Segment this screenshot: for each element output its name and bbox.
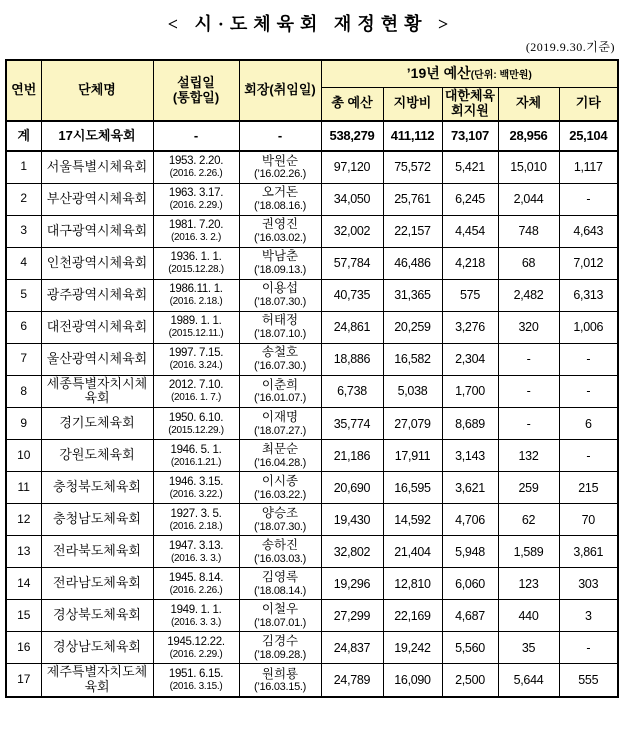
etc-fund: - xyxy=(559,632,618,664)
founded-date: 1946. 5. 1. xyxy=(170,443,222,456)
row-number: 2 xyxy=(6,183,41,215)
ksoc-support: 1,700 xyxy=(442,375,498,408)
president-cell xyxy=(239,536,321,568)
ksoc-support: 5,560 xyxy=(442,632,498,664)
etc-fund: - xyxy=(559,183,618,215)
president-name: 오거돈 xyxy=(261,185,299,200)
etc-fund: 4,643 xyxy=(559,215,618,247)
founded-date: 1953. 2.20. xyxy=(168,154,224,167)
table-row xyxy=(6,632,618,664)
president-name: 이용섭 xyxy=(261,281,299,296)
table-row xyxy=(6,504,618,536)
inauguration-date: (’18.07.01.) xyxy=(253,616,307,629)
table-row xyxy=(6,247,618,279)
total-budget: 35,774 xyxy=(321,408,383,440)
local-fund: 16,090 xyxy=(383,664,442,697)
ksoc-support: 3,276 xyxy=(442,311,498,343)
local-fund: 31,365 xyxy=(383,279,442,311)
founded-date: 1981. 7.20. xyxy=(168,218,224,231)
total-budget: 97,120 xyxy=(321,151,383,183)
president-name: 이철우 xyxy=(261,602,299,617)
org-name: 울산광역시체육회 xyxy=(41,343,153,375)
merged-date: (2016. 3.22.) xyxy=(169,488,223,500)
founded-date-cell xyxy=(153,568,239,600)
total-budget: 21,186 xyxy=(321,440,383,472)
self-fund: 748 xyxy=(498,215,559,247)
org-name: 충청북도체육회 xyxy=(41,472,153,504)
etc-fund: 3 xyxy=(559,600,618,632)
org-name: 광주광역시체육회 xyxy=(41,279,153,311)
president-cell xyxy=(239,183,321,215)
org-name: 세종특별자치시체육회 xyxy=(41,375,153,408)
inauguration-date: (’18.07.10.) xyxy=(253,327,307,340)
president-name: 박남춘 xyxy=(261,249,299,264)
org-name: 대전광역시체육회 xyxy=(41,311,153,343)
founded-date-cell xyxy=(153,247,239,279)
merged-date: (2016. 2.26.) xyxy=(169,168,223,180)
ksoc-support: 4,687 xyxy=(442,600,498,632)
summary-president: - xyxy=(239,121,321,151)
org-name: 인천광역시체육회 xyxy=(41,247,153,279)
ksoc-support: 6,060 xyxy=(442,568,498,600)
founded-date-cell xyxy=(153,664,239,697)
inauguration-date: (’16.03.22.) xyxy=(253,488,307,501)
local-fund: 5,038 xyxy=(383,375,442,408)
local-fund: 17,911 xyxy=(383,440,442,472)
inauguration-date: (’18.08.16.) xyxy=(253,199,307,212)
merged-date: (2016. 2.29.) xyxy=(169,648,223,660)
merged-date: (2016. 1. 7.) xyxy=(170,392,222,404)
total-budget: 18,886 xyxy=(321,343,383,375)
ksoc-support: 575 xyxy=(442,279,498,311)
inauguration-date: (’16.01.07.) xyxy=(253,392,307,405)
as-of-date-note: (2019.9.30.기준) xyxy=(525,40,615,54)
table-row xyxy=(6,536,618,568)
merged-date: (2016. 3.24.) xyxy=(169,359,223,371)
inauguration-date: (’16.03.15.) xyxy=(253,681,307,694)
merged-date: (2016. 3. 3.) xyxy=(170,616,222,628)
local-fund: 16,582 xyxy=(383,343,442,375)
founded-date-cell xyxy=(153,311,239,343)
table-row xyxy=(6,408,618,440)
founded-date-cell xyxy=(153,343,239,375)
col-header-self-fund: 자체 xyxy=(498,87,559,121)
self-fund: 132 xyxy=(498,440,559,472)
total-budget: 40,735 xyxy=(321,279,383,311)
president-cell xyxy=(239,375,321,408)
total-budget: 19,296 xyxy=(321,568,383,600)
table-row xyxy=(6,440,618,472)
org-name: 전라북도체육회 xyxy=(41,536,153,568)
president-name: 원희룡 xyxy=(261,666,299,681)
ksoc-support: 4,218 xyxy=(442,247,498,279)
founded-date: 2012. 7.10. xyxy=(168,379,224,392)
total-budget: 6,738 xyxy=(321,375,383,408)
col-header-no: 연번 xyxy=(6,60,41,121)
org-name: 경기도체육회 xyxy=(41,408,153,440)
self-fund: 2,044 xyxy=(498,183,559,215)
local-fund: 19,242 xyxy=(383,632,442,664)
founded-date-cell xyxy=(153,375,239,408)
etc-fund: - xyxy=(559,375,618,408)
ksoc-support: 3,621 xyxy=(442,472,498,504)
founded-date: 1949. 1. 1. xyxy=(170,603,222,616)
summary-ksoc-support: 73,107 xyxy=(442,121,498,151)
founded-date: 1986.11. 1. xyxy=(169,282,223,295)
col-header-local-fund: 지방비 xyxy=(383,87,442,121)
self-fund: 35 xyxy=(498,632,559,664)
president-name: 송하진 xyxy=(261,538,299,553)
self-fund: 2,482 xyxy=(498,279,559,311)
president-name: 김영록 xyxy=(261,570,299,585)
org-name: 경상북도체육회 xyxy=(41,600,153,632)
self-fund: 123 xyxy=(498,568,559,600)
president-name: 이시종 xyxy=(261,474,299,489)
founded-date: 1947. 3.13. xyxy=(168,539,224,552)
row-number: 1 xyxy=(6,151,41,183)
total-budget: 24,837 xyxy=(321,632,383,664)
president-cell xyxy=(239,247,321,279)
founded-date: 1997. 7.15. xyxy=(168,346,224,359)
founded-date: 1927. 3. 5. xyxy=(170,507,222,520)
founded-date-cell xyxy=(153,632,239,664)
table-row xyxy=(6,472,618,504)
president-name: 권영진 xyxy=(261,217,299,232)
founded-date-cell xyxy=(153,472,239,504)
etc-fund: 70 xyxy=(559,504,618,536)
summary-label: 계 xyxy=(6,121,41,151)
ksoc-support: 2,304 xyxy=(442,343,498,375)
local-fund: 20,259 xyxy=(383,311,442,343)
budget-group-label: ’19년 예산 xyxy=(406,65,471,82)
org-name: 강원도체육회 xyxy=(41,440,153,472)
local-fund: 16,595 xyxy=(383,472,442,504)
col-header-ksoc-line2: 회지원 xyxy=(451,102,489,118)
merged-date: (2016. 2.26.) xyxy=(169,584,223,596)
president-cell xyxy=(239,568,321,600)
inauguration-date: (’16.07.30.) xyxy=(253,359,307,372)
etc-fund: 303 xyxy=(559,568,618,600)
president-cell xyxy=(239,151,321,183)
etc-fund: 3,861 xyxy=(559,536,618,568)
founded-date-cell xyxy=(153,600,239,632)
ksoc-support: 8,689 xyxy=(442,408,498,440)
president-name: 최문순 xyxy=(261,442,299,457)
budget-unit-label: (단위: 백만원) xyxy=(470,70,532,82)
founded-date: 1951. 6.15. xyxy=(168,667,224,680)
summary-self-fund: 28,956 xyxy=(498,121,559,151)
col-header-founded-line2: (통합일) xyxy=(172,89,220,105)
founded-date-cell xyxy=(153,183,239,215)
summary-founded: - xyxy=(153,121,239,151)
president-cell xyxy=(239,311,321,343)
col-header-ksoc-line1: 대한체육 xyxy=(444,88,496,104)
founded-date-cell xyxy=(153,504,239,536)
table-row xyxy=(6,600,618,632)
org-name: 경상남도체육회 xyxy=(41,632,153,664)
table-row xyxy=(6,215,618,247)
merged-date: (2016. 2.29.) xyxy=(169,199,223,211)
row-number: 15 xyxy=(6,600,41,632)
merged-date: (2016. 3. 2.) xyxy=(170,231,222,243)
total-budget: 20,690 xyxy=(321,472,383,504)
founded-date: 1963. 3.17. xyxy=(168,186,224,199)
row-number: 7 xyxy=(6,343,41,375)
total-budget: 57,784 xyxy=(321,247,383,279)
ksoc-support: 4,706 xyxy=(442,504,498,536)
founded-date: 1950. 6.10. xyxy=(168,411,224,424)
table-header xyxy=(6,60,618,121)
merged-date: (2016.1.21.) xyxy=(170,456,222,468)
row-number: 9 xyxy=(6,408,41,440)
col-header-total-budget: 총 예산 xyxy=(321,87,383,121)
table-row xyxy=(6,375,618,408)
merged-date: (2016. 2.18.) xyxy=(169,295,223,307)
etc-fund: - xyxy=(559,343,618,375)
row-number: 16 xyxy=(6,632,41,664)
merged-date: (2016. 3. 3.) xyxy=(170,552,222,564)
total-budget: 24,861 xyxy=(321,311,383,343)
self-fund: 62 xyxy=(498,504,559,536)
merged-date: (2015.12.11.) xyxy=(168,327,224,339)
total-budget: 24,789 xyxy=(321,664,383,697)
ksoc-support: 6,245 xyxy=(442,183,498,215)
president-name: 허태정 xyxy=(261,313,299,328)
inauguration-date: (’18.08.14.) xyxy=(253,584,307,597)
president-cell xyxy=(239,504,321,536)
row-number: 6 xyxy=(6,311,41,343)
total-budget: 27,299 xyxy=(321,600,383,632)
etc-fund: 555 xyxy=(559,664,618,697)
col-header-etc-fund: 기타 xyxy=(559,87,618,121)
founded-date: 1936. 1. 1. xyxy=(170,250,222,263)
etc-fund: 6 xyxy=(559,408,618,440)
row-number: 3 xyxy=(6,215,41,247)
row-number: 4 xyxy=(6,247,41,279)
self-fund: 5,644 xyxy=(498,664,559,697)
self-fund: 440 xyxy=(498,600,559,632)
self-fund: - xyxy=(498,343,559,375)
self-fund: 68 xyxy=(498,247,559,279)
president-cell xyxy=(239,472,321,504)
col-header-founded-line1: 설립일 xyxy=(177,75,215,91)
ksoc-support: 3,143 xyxy=(442,440,498,472)
founded-date-cell xyxy=(153,151,239,183)
row-number: 12 xyxy=(6,504,41,536)
founded-date: 1989. 1. 1. xyxy=(170,314,222,327)
inauguration-date: (’18.07.27.) xyxy=(253,424,307,437)
president-name: 김경수 xyxy=(261,634,299,649)
founded-date-cell xyxy=(153,279,239,311)
etc-fund: 1,006 xyxy=(559,311,618,343)
inauguration-date: (’16.03.03.) xyxy=(253,552,307,565)
local-fund: 27,079 xyxy=(383,408,442,440)
row-number: 13 xyxy=(6,536,41,568)
table-row xyxy=(6,279,618,311)
merged-date: (2015.12.29.) xyxy=(168,424,224,436)
merged-date: (2016. 3.15.) xyxy=(169,681,223,693)
president-name: 송철호 xyxy=(261,345,299,360)
president-cell xyxy=(239,440,321,472)
total-budget: 32,002 xyxy=(321,215,383,247)
page-title: < 시·도체육회 재정현황 > xyxy=(167,14,455,34)
col-header-org: 단체명 xyxy=(41,60,153,121)
president-name: 박원순 xyxy=(261,153,299,168)
org-name: 전라남도체육회 xyxy=(41,568,153,600)
total-budget: 19,430 xyxy=(321,504,383,536)
table-row xyxy=(6,343,618,375)
president-cell xyxy=(239,343,321,375)
table-row xyxy=(6,183,618,215)
president-name: 이재명 xyxy=(261,410,299,425)
founded-date-cell xyxy=(153,408,239,440)
inauguration-date: (’18.09.13.) xyxy=(253,263,307,276)
row-number: 5 xyxy=(6,279,41,311)
ksoc-support: 4,454 xyxy=(442,215,498,247)
row-number: 10 xyxy=(6,440,41,472)
etc-fund: 7,012 xyxy=(559,247,618,279)
inauguration-date: (’16.04.28.) xyxy=(253,456,307,469)
org-name: 서울특별시체육회 xyxy=(41,151,153,183)
col-header-president: 회장(취임일) xyxy=(239,60,321,121)
merged-date: (2015.12.28.) xyxy=(168,263,224,275)
president-name: 이춘희 xyxy=(261,377,299,392)
local-fund: 22,157 xyxy=(383,215,442,247)
founded-date-cell xyxy=(153,215,239,247)
founded-date-cell xyxy=(153,536,239,568)
inauguration-date: (’16.03.02.) xyxy=(253,231,307,244)
inauguration-date: (’16.02.26.) xyxy=(253,168,307,181)
row-number: 14 xyxy=(6,568,41,600)
self-fund: 320 xyxy=(498,311,559,343)
row-number: 11 xyxy=(6,472,41,504)
total-budget: 34,050 xyxy=(321,183,383,215)
org-name: 대구광역시체육회 xyxy=(41,215,153,247)
local-fund: 25,761 xyxy=(383,183,442,215)
total-budget: 32,802 xyxy=(321,536,383,568)
president-cell xyxy=(239,408,321,440)
table-body xyxy=(6,121,618,697)
self-fund: 15,010 xyxy=(498,151,559,183)
president-cell xyxy=(239,279,321,311)
founded-date: 1945. 8.14. xyxy=(168,571,224,584)
president-cell xyxy=(239,664,321,697)
president-name: 양승조 xyxy=(261,506,299,521)
ksoc-support: 5,421 xyxy=(442,151,498,183)
merged-date: (2016. 2.18.) xyxy=(169,520,223,532)
org-name: 제주특별자치도체육회 xyxy=(41,664,153,697)
table-row xyxy=(6,311,618,343)
org-name: 부산광역시체육회 xyxy=(41,183,153,215)
self-fund: 1,589 xyxy=(498,536,559,568)
etc-fund: 6,313 xyxy=(559,279,618,311)
inauguration-date: (’18.09.28.) xyxy=(253,648,307,661)
president-cell xyxy=(239,632,321,664)
col-header-founded xyxy=(153,60,239,121)
etc-fund: - xyxy=(559,440,618,472)
self-fund: - xyxy=(498,408,559,440)
summary-org: 17시도체육회 xyxy=(41,121,153,151)
etc-fund: 215 xyxy=(559,472,618,504)
inauguration-date: (’18.07.30.) xyxy=(253,520,307,533)
president-cell xyxy=(239,215,321,247)
summary-etc-fund: 25,104 xyxy=(559,121,618,151)
org-name: 충청남도체육회 xyxy=(41,504,153,536)
table-row xyxy=(6,151,618,183)
local-fund: 14,592 xyxy=(383,504,442,536)
ksoc-support: 5,948 xyxy=(442,536,498,568)
inauguration-date: (’18.07.30.) xyxy=(253,295,307,308)
ksoc-support: 2,500 xyxy=(442,664,498,697)
table-row xyxy=(6,568,618,600)
row-number: 8 xyxy=(6,375,41,408)
founded-date-cell xyxy=(153,440,239,472)
self-fund: - xyxy=(498,375,559,408)
summary-total-budget: 538,279 xyxy=(321,121,383,151)
president-cell xyxy=(239,600,321,632)
summary-local-fund: 411,112 xyxy=(383,121,442,151)
row-number: 17 xyxy=(6,664,41,697)
local-fund: 75,572 xyxy=(383,151,442,183)
local-fund: 22,169 xyxy=(383,600,442,632)
local-fund: 12,810 xyxy=(383,568,442,600)
etc-fund: 1,117 xyxy=(559,151,618,183)
col-header-budget-group xyxy=(321,60,618,87)
local-fund: 21,404 xyxy=(383,536,442,568)
local-fund: 46,486 xyxy=(383,247,442,279)
summary-row xyxy=(6,121,618,151)
self-fund: 259 xyxy=(498,472,559,504)
col-header-ksoc-support xyxy=(442,87,498,121)
table-row xyxy=(6,664,618,697)
sports-council-finance-table xyxy=(5,59,619,698)
founded-date: 1945.12.22. xyxy=(167,635,225,648)
founded-date: 1946. 3.15. xyxy=(168,475,224,488)
